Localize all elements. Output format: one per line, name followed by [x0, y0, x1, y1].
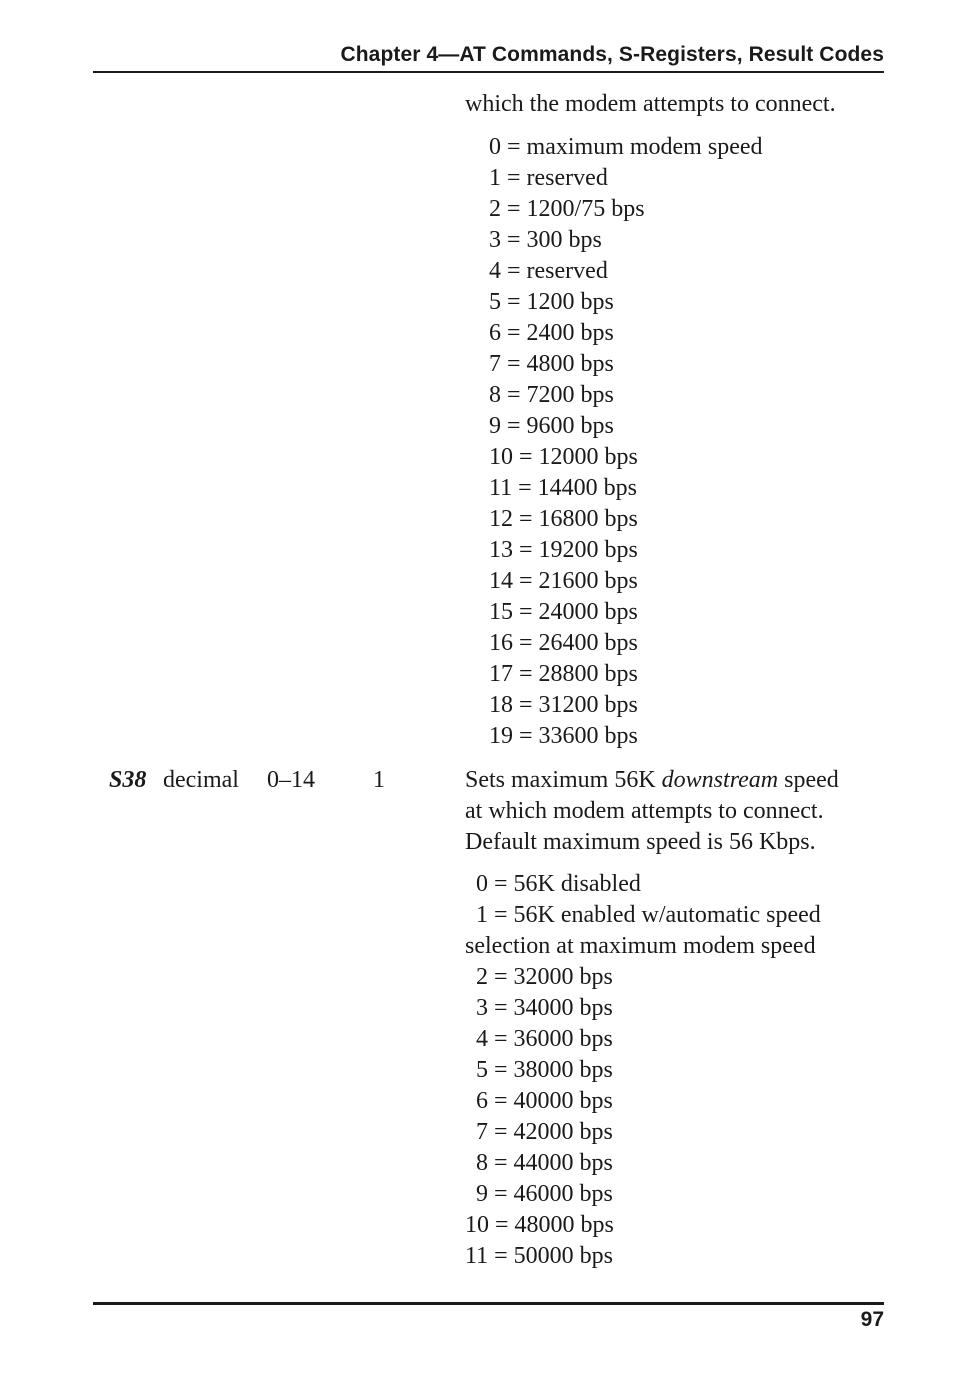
- s37-option: 11 = 14400 bps: [489, 475, 637, 501]
- s38-option: 5 = 38000 bps: [476, 1057, 613, 1083]
- s37-option: 6 = 2400 bps: [489, 320, 614, 346]
- s37-option: 2 = 1200/75 bps: [489, 196, 645, 222]
- s37-option: 3 = 300 bps: [489, 227, 602, 253]
- s37-option: 14 = 21600 bps: [489, 568, 638, 594]
- s38-option-continued: selection at maximum modem speed: [465, 933, 816, 959]
- s37-description-tail: which the modem attempts to connect.: [465, 91, 836, 117]
- s38-option: 0 = 56K disabled: [476, 871, 641, 897]
- s37-option: 12 = 16800 bps: [489, 506, 638, 532]
- s38-option: 7 = 42000 bps: [476, 1119, 613, 1145]
- s37-option: 19 = 33600 bps: [489, 723, 638, 749]
- s38-option: 6 = 40000 bps: [476, 1088, 613, 1114]
- s38-description-line1: [465, 765, 839, 796]
- s37-option: 18 = 31200 bps: [489, 692, 638, 718]
- s38-default: 1: [373, 767, 385, 793]
- s38-description-line2: at which modem attempts to connect.: [465, 798, 824, 824]
- s37-option: 9 = 9600 bps: [489, 413, 614, 439]
- s38-option: 1 = 56K enabled w/automatic speed: [476, 902, 821, 928]
- s37-option: 7 = 4800 bps: [489, 351, 614, 377]
- s37-option: 8 = 7200 bps: [489, 382, 614, 408]
- s38-unit: decimal: [163, 767, 239, 793]
- s38-description-line3: Default maximum speed is 56 Kbps.: [465, 829, 816, 855]
- s38-desc-text: speed: [778, 767, 839, 793]
- s38-range: 0–14: [267, 767, 315, 793]
- s38-option: 3 = 34000 bps: [476, 995, 613, 1021]
- s37-option: 15 = 24000 bps: [489, 599, 638, 625]
- s38-option: 10 = 48000 bps: [465, 1212, 614, 1238]
- s37-option: 0 = maximum modem speed: [489, 134, 763, 160]
- s37-option: 10 = 12000 bps: [489, 444, 638, 470]
- header-rule: [93, 71, 884, 73]
- s38-option: 11 = 50000 bps: [465, 1243, 613, 1269]
- footer-rule: [93, 1302, 884, 1305]
- s38-option: 4 = 36000 bps: [476, 1026, 613, 1052]
- s38-option: 9 = 46000 bps: [476, 1181, 613, 1207]
- s38-desc-text: Sets maximum 56K: [465, 767, 662, 793]
- s37-option: 16 = 26400 bps: [489, 630, 638, 656]
- s37-option: 4 = reserved: [489, 258, 608, 284]
- s37-option: 1 = reserved: [489, 165, 608, 191]
- page-number: 97: [860, 1308, 884, 1331]
- s37-option: 5 = 1200 bps: [489, 289, 614, 315]
- s38-option: 2 = 32000 bps: [476, 964, 613, 990]
- s37-option: 13 = 19200 bps: [489, 537, 638, 563]
- s38-desc-emphasis: downstream: [661, 767, 779, 793]
- s37-option: 17 = 28800 bps: [489, 661, 638, 687]
- s38-option: 8 = 44000 bps: [476, 1150, 613, 1176]
- chapter-header: Chapter 4—AT Commands, S-Registers, Result Codes: [340, 43, 884, 66]
- s38-register-name: S38: [109, 767, 147, 793]
